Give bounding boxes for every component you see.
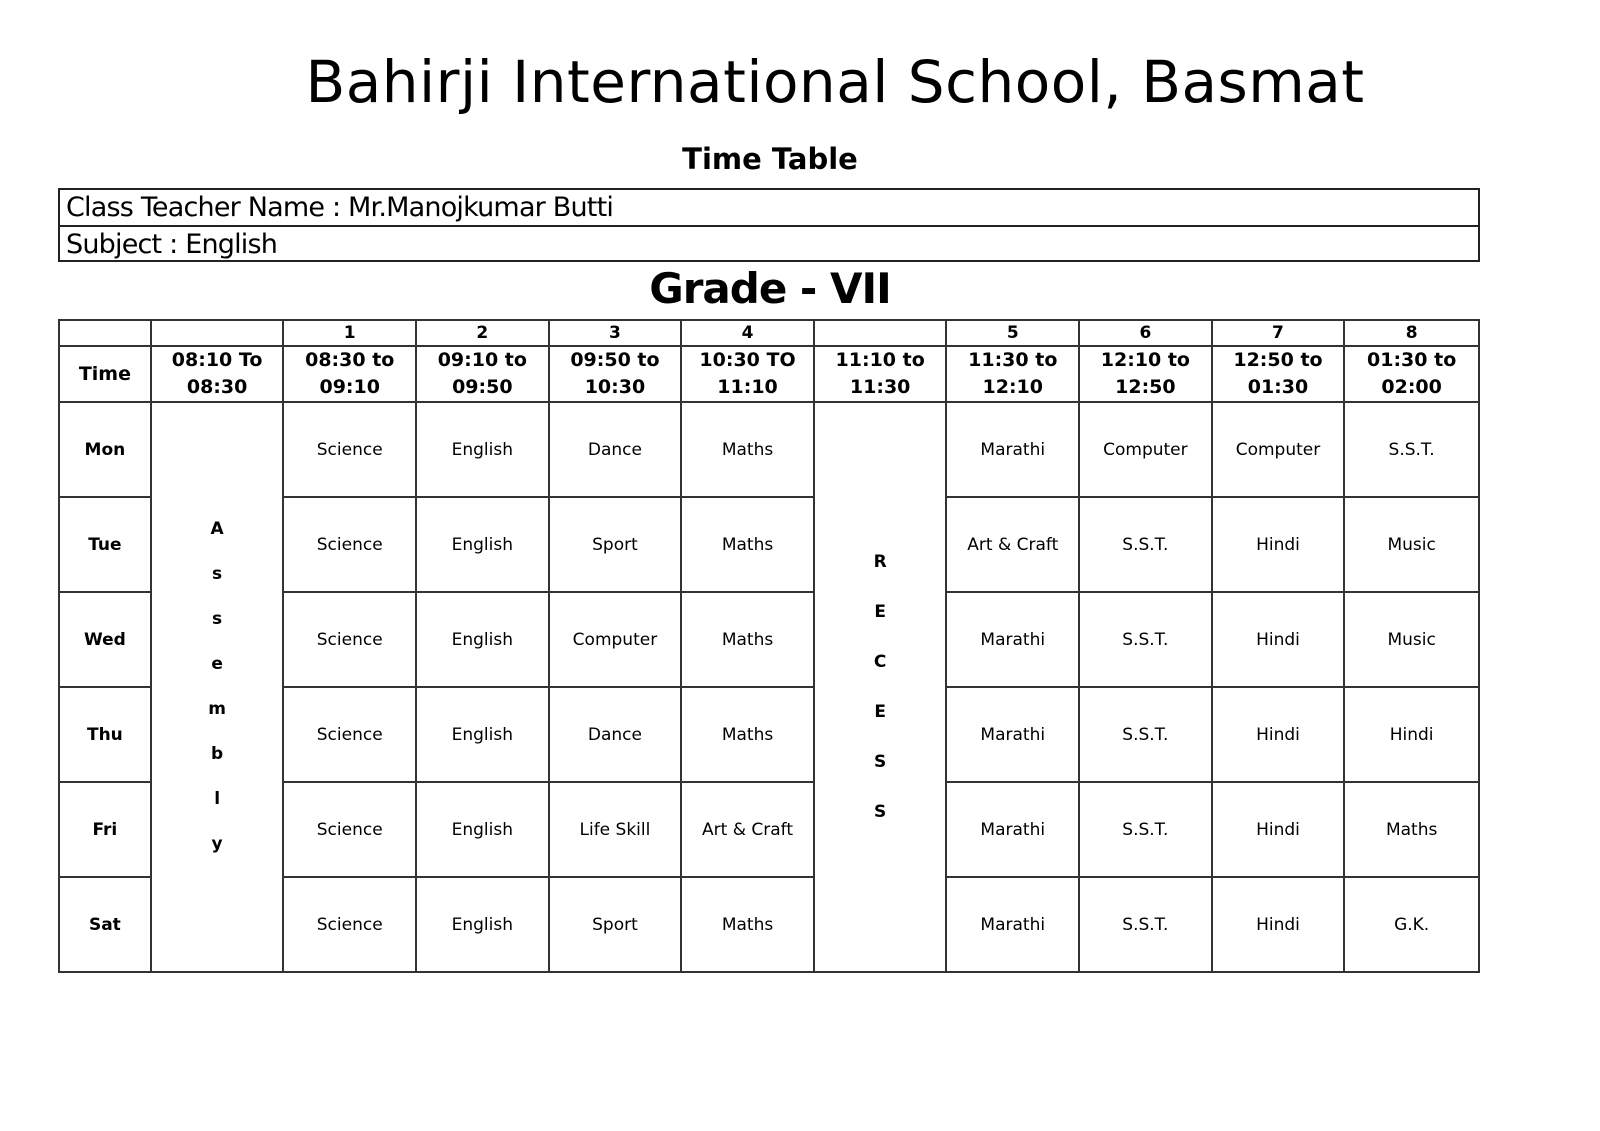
- day-label: Fri: [59, 782, 151, 877]
- subject-cell: S.S.T.: [1079, 497, 1212, 592]
- subject-cell: Dance: [549, 687, 682, 782]
- time-slot-2: [416, 346, 549, 402]
- subject-cell: Marathi: [946, 592, 1079, 687]
- time-slot-line: 01:30: [1247, 376, 1309, 398]
- time-slot-line: 10:30 TO: [699, 349, 796, 371]
- time-slot-line: 09:50 to: [570, 349, 660, 371]
- subject-cell: English: [416, 592, 549, 687]
- time-slot-line: 11:10: [717, 376, 778, 398]
- subject-cell: S.S.T.: [1079, 687, 1212, 782]
- subject-cell: S.S.T.: [1079, 782, 1212, 877]
- assembly-letter: y: [211, 834, 223, 854]
- subject-cell: Marathi: [946, 877, 1079, 972]
- day-label: Sat: [59, 877, 151, 972]
- time-slot-line: 09:50: [452, 376, 513, 398]
- subject-cell: Marathi: [946, 782, 1079, 877]
- day-row: [59, 402, 1479, 497]
- time-slot-1: [283, 346, 416, 402]
- subject-cell: Hindi: [1212, 497, 1345, 592]
- subject-cell: Science: [283, 497, 416, 592]
- recess-letter: C: [873, 652, 887, 672]
- subject-cell: English: [416, 687, 549, 782]
- subject-cell: Science: [283, 592, 416, 687]
- recess-cell: [814, 402, 947, 972]
- assembly-letter: A: [210, 519, 224, 539]
- time-slot-line: 12:50: [1115, 376, 1176, 398]
- subject-cell: Science: [283, 782, 416, 877]
- assembly-letter: b: [211, 744, 224, 764]
- subject-cell: English: [416, 877, 549, 972]
- document-title: Time Table: [682, 142, 858, 176]
- subject-cell: Maths: [681, 497, 814, 592]
- subject-cell: Computer: [549, 592, 682, 687]
- class-teacher-name: Class Teacher Name : Mr.Manojkumar Butti: [66, 192, 614, 223]
- time-slot-row: [59, 346, 1479, 402]
- time-slot-0: [151, 346, 284, 402]
- recess-letter: S: [874, 802, 887, 822]
- time-slot-line: 10:30: [584, 376, 646, 398]
- period-number-0: [151, 320, 284, 346]
- subject-cell: Life Skill: [549, 782, 682, 877]
- time-slot-5: [814, 346, 947, 402]
- subject-cell: Marathi: [946, 687, 1079, 782]
- time-slot-line: 11:30: [849, 376, 911, 398]
- subject-cell: Hindi: [1212, 782, 1345, 877]
- time-slot-4: [681, 346, 814, 402]
- subject-cell: Science: [283, 877, 416, 972]
- subject-cell: Music: [1344, 592, 1479, 687]
- subject-cell: Maths: [681, 877, 814, 972]
- subject-cell: Science: [283, 402, 416, 497]
- period-number-2: 2: [416, 320, 549, 346]
- time-slot-line: 08:30: [186, 376, 248, 398]
- day-label: Wed: [59, 592, 151, 687]
- assembly-letter: l: [214, 789, 221, 809]
- recess-letter: E: [874, 602, 886, 622]
- subject-cell: Sport: [549, 497, 682, 592]
- day-label: Mon: [59, 402, 151, 497]
- subject-cell: Maths: [681, 592, 814, 687]
- assembly-letter: s: [212, 564, 223, 584]
- time-slot-7: [1079, 346, 1212, 402]
- subject-cell: S.S.T.: [1079, 592, 1212, 687]
- subject-cell: Dance: [549, 402, 682, 497]
- assembly-cell: [151, 402, 284, 972]
- subject-cell: Maths: [1344, 782, 1479, 877]
- time-slot-8: [1212, 346, 1345, 402]
- period-number-7: 6: [1079, 320, 1212, 346]
- period-number-5: [814, 320, 947, 346]
- period-number-6: 5: [946, 320, 1079, 346]
- info-box: [58, 188, 1480, 262]
- subject-cell: Hindi: [1212, 687, 1345, 782]
- time-slot-line: 02:00: [1381, 376, 1442, 398]
- subject-cell: English: [416, 497, 549, 592]
- time-slot-line: 11:30 to: [968, 349, 1058, 371]
- subject-line: Subject : English: [60, 225, 1478, 260]
- subject-cell: Hindi: [1212, 592, 1345, 687]
- subject-cell: English: [416, 782, 549, 877]
- subject-cell: Science: [283, 687, 416, 782]
- subject-cell: Art & Craft: [946, 497, 1079, 592]
- period-number-4: 4: [681, 320, 814, 346]
- recess-letter: S: [874, 752, 887, 772]
- time-slot-line: 12:50 to: [1233, 349, 1323, 371]
- subject-cell: S.S.T.: [1344, 402, 1479, 497]
- timetable: [58, 319, 1480, 973]
- recess-letter: R: [873, 552, 887, 572]
- assembly-letter: m: [208, 699, 226, 719]
- subject-cell: Maths: [681, 687, 814, 782]
- period-number-9: 8: [1344, 320, 1479, 346]
- corner-cell: [59, 320, 151, 346]
- subject-cell: Marathi: [946, 402, 1079, 497]
- time-slot-line: 09:10 to: [437, 349, 527, 371]
- period-number-row: [59, 320, 1479, 346]
- subject-cell: Hindi: [1344, 687, 1479, 782]
- time-slot-line: 09:10: [319, 376, 380, 398]
- subject-cell: Maths: [681, 402, 814, 497]
- time-slot-line: 08:30 to: [305, 349, 395, 371]
- subject-cell: S.S.T.: [1079, 877, 1212, 972]
- period-number-8: 7: [1212, 320, 1345, 346]
- grade-heading: Grade - VII: [649, 264, 891, 313]
- school-name: Bahirji International School, Basmat: [305, 48, 1365, 116]
- subject-cell: Hindi: [1212, 877, 1345, 972]
- time-slot-line: 12:10: [982, 376, 1043, 398]
- subject-cell: Music: [1344, 497, 1479, 592]
- period-number-1: 1: [283, 320, 416, 346]
- subject-cell: Computer: [1212, 402, 1345, 497]
- period-number-3: 3: [549, 320, 682, 346]
- time-slot-line: 01:30 to: [1367, 349, 1457, 371]
- subject-cell: Sport: [549, 877, 682, 972]
- time-slot-line: 11:10 to: [835, 349, 925, 371]
- assembly-letter: s: [212, 609, 223, 629]
- subject-cell: Computer: [1079, 402, 1212, 497]
- subject-cell: G.K.: [1344, 877, 1479, 972]
- time-slot-line: 08:10 To: [171, 349, 263, 371]
- time-slot-9: [1344, 346, 1479, 402]
- time-slot-line: 12:10 to: [1100, 349, 1190, 371]
- subject-cell: Art & Craft: [681, 782, 814, 877]
- time-slot-3: [549, 346, 682, 402]
- recess-letter: E: [874, 702, 886, 722]
- subject-cell: English: [416, 402, 549, 497]
- time-slot-6: [946, 346, 1079, 402]
- time-label: Time: [59, 346, 151, 402]
- day-label: Thu: [59, 687, 151, 782]
- day-label: Tue: [59, 497, 151, 592]
- assembly-letter: e: [211, 654, 223, 674]
